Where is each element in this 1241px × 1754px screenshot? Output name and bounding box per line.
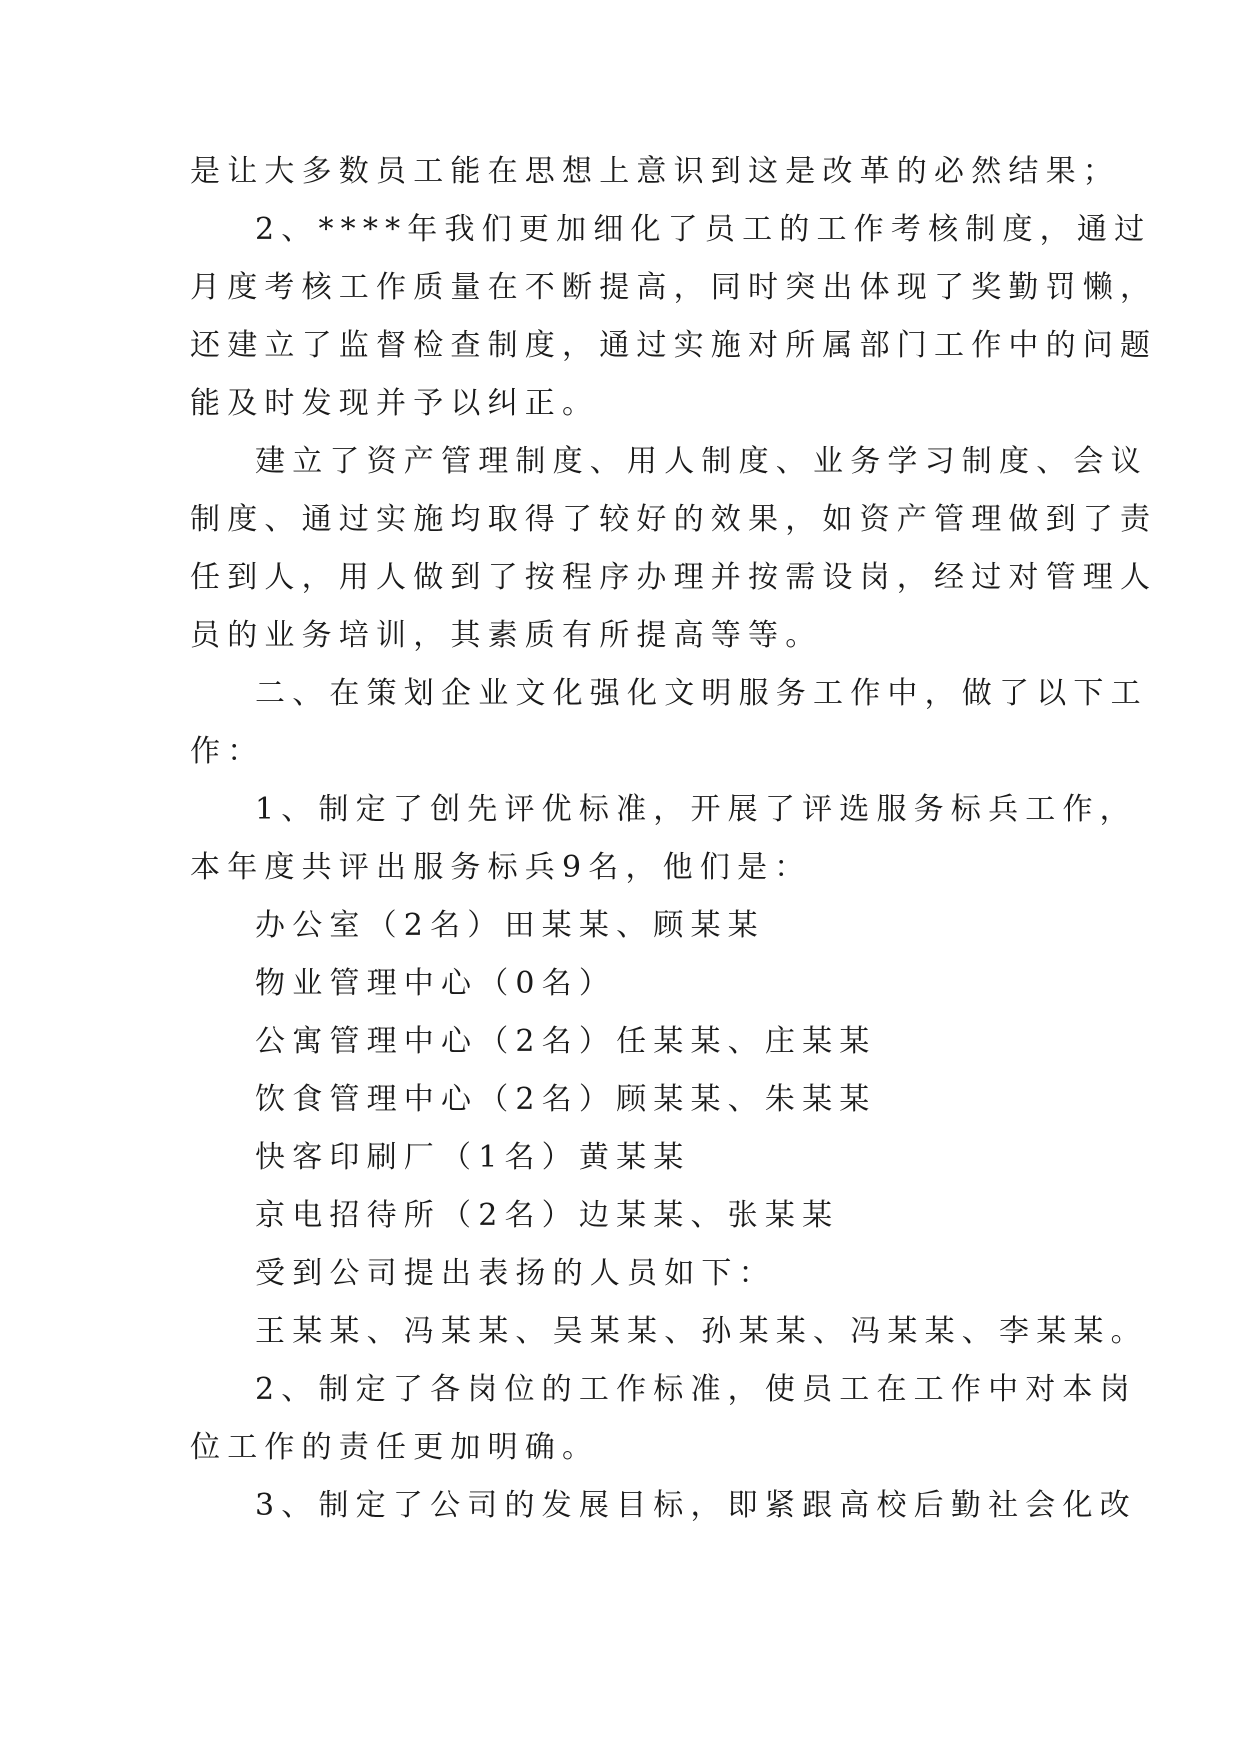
text-line: 1、制定了创先评优标准，开展了评选服务标兵工作， (255, 792, 1137, 827)
text-line: 王某某、冯某某、吴某某、孙某某、冯某某、李某某。 (255, 1314, 1148, 1349)
list-item: 快客印刷厂（1名）黄某某 (255, 1140, 691, 1175)
text-line: 制度、通过实施均取得了较好的效果，如资产管理做到了责 (190, 502, 1158, 537)
text-line: 2、制定了各岗位的工作标准，使员工在工作中对本岗 (255, 1372, 1137, 1407)
text-line: 还建立了监督检查制度，通过实施对所属部门工作中的问题 (190, 328, 1158, 363)
list-item: 办公室（2名）田某某、顾某某 (255, 908, 765, 943)
section-heading: 二、在策划企业文化强化文明服务工作中，做了以下工 (255, 676, 1148, 711)
text-line: 2、****年我们更加细化了员工的工作考核制度，通过 (255, 212, 1152, 247)
text-line: 能及时发现并予以纠正。 (190, 386, 600, 421)
text-line: 员的业务培训，其素质有所提高等等。 (190, 618, 823, 653)
text-line: 月度考核工作质量在不断提高，同时突出体现了奖勤罚懒， (190, 270, 1158, 305)
list-item: 公寓管理中心（2名）任某某、庄某某 (255, 1024, 877, 1059)
text-line: 是让大多数员工能在思想上意识到这是改革的必然结果； (190, 154, 1120, 189)
text-line: 本年度共评出服务标兵9名，他们是： (190, 850, 812, 885)
text-line: 作： (190, 734, 265, 769)
list-item: 京电招待所（2名）边某某、张某某 (255, 1198, 840, 1233)
text-line: 建立了资产管理制度、用人制度、业务学习制度、会议 (255, 444, 1148, 479)
text-line: 受到公司提出表扬的人员如下： (255, 1256, 776, 1291)
text-line: 任到人，用人做到了按程序办理并按需设岗，经过对管理人 (190, 560, 1158, 595)
text-line: 3、制定了公司的发展目标，即紧跟高校后勤社会化改 (255, 1488, 1137, 1523)
list-item: 饮食管理中心（2名）顾某某、朱某某 (255, 1082, 877, 1117)
text-line: 位工作的责任更加明确。 (190, 1430, 600, 1465)
list-item: 物业管理中心（0名） (255, 966, 617, 1001)
